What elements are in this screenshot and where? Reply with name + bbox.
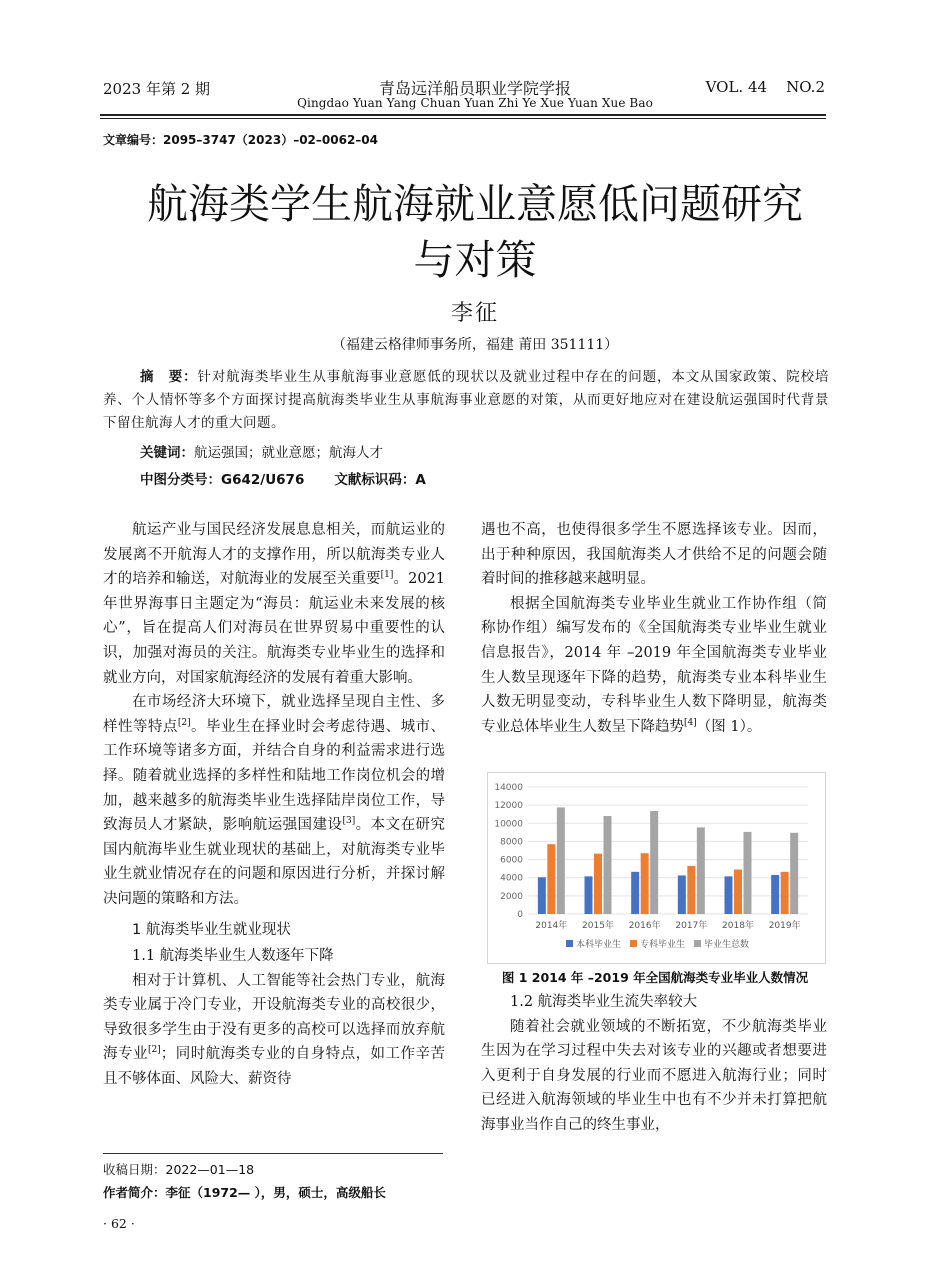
abstract-label: 摘 要： [140,369,198,385]
bar-毕业生总数-2019年 [790,833,798,914]
text-run: 。2021 年世界海事日主题定为“海员：航运业未来发展的核心”，旨在提高人们对海员在世界贸易中重要性的认识，加强对海员的关注。航海类专业毕业生的选择和就业方向，对国家航海经济的发展有着重大影响。 [103,571,445,686]
x-tick-label: 2016年 [628,921,661,931]
bar-毕业生总数-2017年 [697,827,705,914]
legend-swatch [566,940,573,947]
paragraph [103,690,445,911]
y-tick-label: 4000 [500,873,523,884]
bar-本科毕业生-2014年 [538,877,546,914]
text-run: 根据全国航海类专业毕业生就业工作协作组（简称协作组）编写发布的《全国航海类专业毕业生就业信息报告》，2014 年 –2019 年全国航海类专业毕业生人数呈现逐年下降的趋势，航海类专业本科毕业生人数无明显变动，专科毕业生人数下降明显，航海类专业总体毕业生人数呈下降趋势 [481,595,827,735]
abstract-text: 针对航海类毕业生从事航海事业意愿低的现状以及就业过程中存在的问题，本文从国家政策、院校培养、个人情怀等多个方面探讨提高航海类毕业生从事航海事业意愿的对策，从而更好地应对在建设航运强国时代背景下留住航海人才的重大问题。 [103,369,830,431]
text-run: ；同时航海类专业的自身特点，如工作辛苦且不够体面、风险大、薪资待 [103,1046,446,1088]
bar-专科毕业生-2018年 [734,870,742,914]
bar-毕业生总数-2015年 [604,816,612,914]
body-left-column [103,518,445,1092]
clc-value: G642/U676 [221,472,305,488]
journal-issue: 2023 年第 2 期 [103,80,211,98]
figure-1-chart [487,772,826,964]
y-tick-label: 6000 [500,855,523,866]
text-run: 航运产业与国民经济发展息息相关，而航运业的发展离不开航海人才的支撑作用，所以航海类专业人才的培养和输送，对航海业的发展至关重要 [103,522,445,588]
y-tick-label: 2000 [500,891,523,902]
paragraph [103,969,445,1092]
received-date: 收稿日期：2022—01—18 [103,1162,255,1177]
keywords-label: 关键词： [140,445,194,461]
bar-本科毕业生-2019年 [771,875,779,914]
bar-专科毕业生-2016年 [641,853,649,914]
bar-毕业生总数-2018年 [744,832,752,914]
subsection-heading: 1.2 航海类毕业生流失率较大 [510,994,698,1010]
bar-毕业生总数-2016年 [650,811,658,914]
paragraph [103,518,445,690]
author-name: 李征 [450,301,499,326]
journal-volume: VOL. 44 NO.2 [705,78,825,96]
bar-专科毕业生-2015年 [594,854,602,914]
header-rule-thick [100,114,826,116]
legend-label: 毕业生总数 [704,940,750,950]
journal-name: 青岛远洋船员职业学院学报 [378,79,571,98]
keywords [140,441,383,461]
article-title [60,176,890,288]
citation: [4] [684,717,697,728]
article-number: 文章编号：2095–3747（2023）–02–0062–04 [103,133,378,147]
section-heading: 1 航海类毕业生就业现状 [132,921,291,938]
x-tick-label: 2015年 [582,921,614,931]
x-tick-label: 2018年 [722,921,754,931]
y-tick-label: 10000 [494,819,523,830]
x-tick-label: 2017年 [675,921,708,931]
author-affiliation: （福建云格律师事务所，福建 莆田 351111） [331,337,619,353]
abstract [103,366,829,435]
classification [140,468,426,488]
citation: [3] [342,816,356,827]
legend-swatch [630,940,637,947]
y-tick-label: 14000 [494,783,523,793]
paragraph [481,592,827,740]
legend-label: 本科毕业生 [576,940,622,950]
figure-caption: 图 1 2014 年 –2019 年全国航海类专业毕业人数情况 [501,970,809,985]
text-run: 。毕业生在择业时会考虑待遇、城市、工作环境等诸多方面，并结合自身的利益需求进行选择。随着就业选择的多样性和陆地工作岗位机会的增加，越来越多的航海类毕业生选择陆岸岗位工作，导致海员人才紧缺，影响航运强国建设 [103,718,446,834]
legend-swatch [694,940,701,947]
bar-毕业生总数-2014年 [557,807,565,914]
page-number: · 62 · [103,1216,135,1231]
clc-label: 中图分类号： [140,472,221,488]
footnote-rule [103,1153,443,1154]
citation: [1] [380,570,394,581]
bar-本科毕业生-2016年 [631,872,639,914]
y-tick-label: 8000 [500,837,523,848]
x-tick-label: 2019年 [768,921,801,931]
body-right-column-bottom [481,990,827,1138]
bar-本科毕业生-2017年 [678,875,686,914]
bar-本科毕业生-2018年 [725,876,733,914]
legend-label: 专科毕业生 [640,940,686,950]
journal-name-pinyin: Qingdao Yuan Yang Chuan Yuan Zhi Ye Xue Yuan Xue Bao [297,96,653,110]
doc-code-label: 文献标识码： [334,472,416,488]
text-run: 。本文在研究国内航海毕业生就业现状的基础上，对航海类专业毕业生就业情况存在的问题和原因进行分析，并探讨解决问题的策略和方法。 [103,817,445,907]
bar-专科毕业生-2017年 [687,866,695,914]
body-right-column-top [481,518,827,739]
y-tick-label: 12000 [494,801,523,812]
y-tick-label: 0 [517,910,523,920]
text-run: （图 1）。 [696,718,762,735]
x-tick-label: 2014年 [535,921,568,931]
citation: [2] [177,717,191,728]
bar-专科毕业生-2014年 [547,844,555,914]
bar-chart [488,773,825,963]
subsection-heading: 1.1 航海类毕业生人数逐年下降 [132,948,334,965]
paragraph: 遇也不高，也使得很多学生不愿选择该专业。因而，出于种种原因，我国航海类人才供给不足的问题会随着时间的推移越来越明显。 [481,522,827,588]
citation: [2] [147,1045,161,1056]
bar-本科毕业生-2015年 [585,876,593,914]
text-run: 相对于计算机、人工智能等社会热门专业，航海类专业属于冷门专业，开设航海类专业的高校很少，导致很多学生由于没有更多的高校可以选择而放弃航海专业 [103,972,445,1063]
doc-code-value: A [415,472,426,488]
article-title-line-2: 与对策 [413,236,537,284]
bar-专科毕业生-2019年 [781,872,789,914]
header-rule-thin [100,118,826,119]
paragraph: 随着社会就业领域的不断拓宽，不少航海类毕业生因为在学习过程中失去对该专业的兴趣或者想要进入更利于自身发展的行业而不愿进入航海行业；同时已经进入航海领域的毕业生中也有不少并未打算把航海事业当作自己的终生事业， [481,1018,827,1133]
keywords-text: 航运强国；就业意愿；航海人才 [194,445,383,461]
text-run: 在市场经济大环境下，就业选择呈现自主性、多样性等特点 [103,694,445,735]
article-title-line-1: 航海类学生航海就业意愿低问题研究 [147,180,803,228]
author-bio: 作者简介：李征（1972— ），男，硕士，高级船长 [103,1185,386,1200]
